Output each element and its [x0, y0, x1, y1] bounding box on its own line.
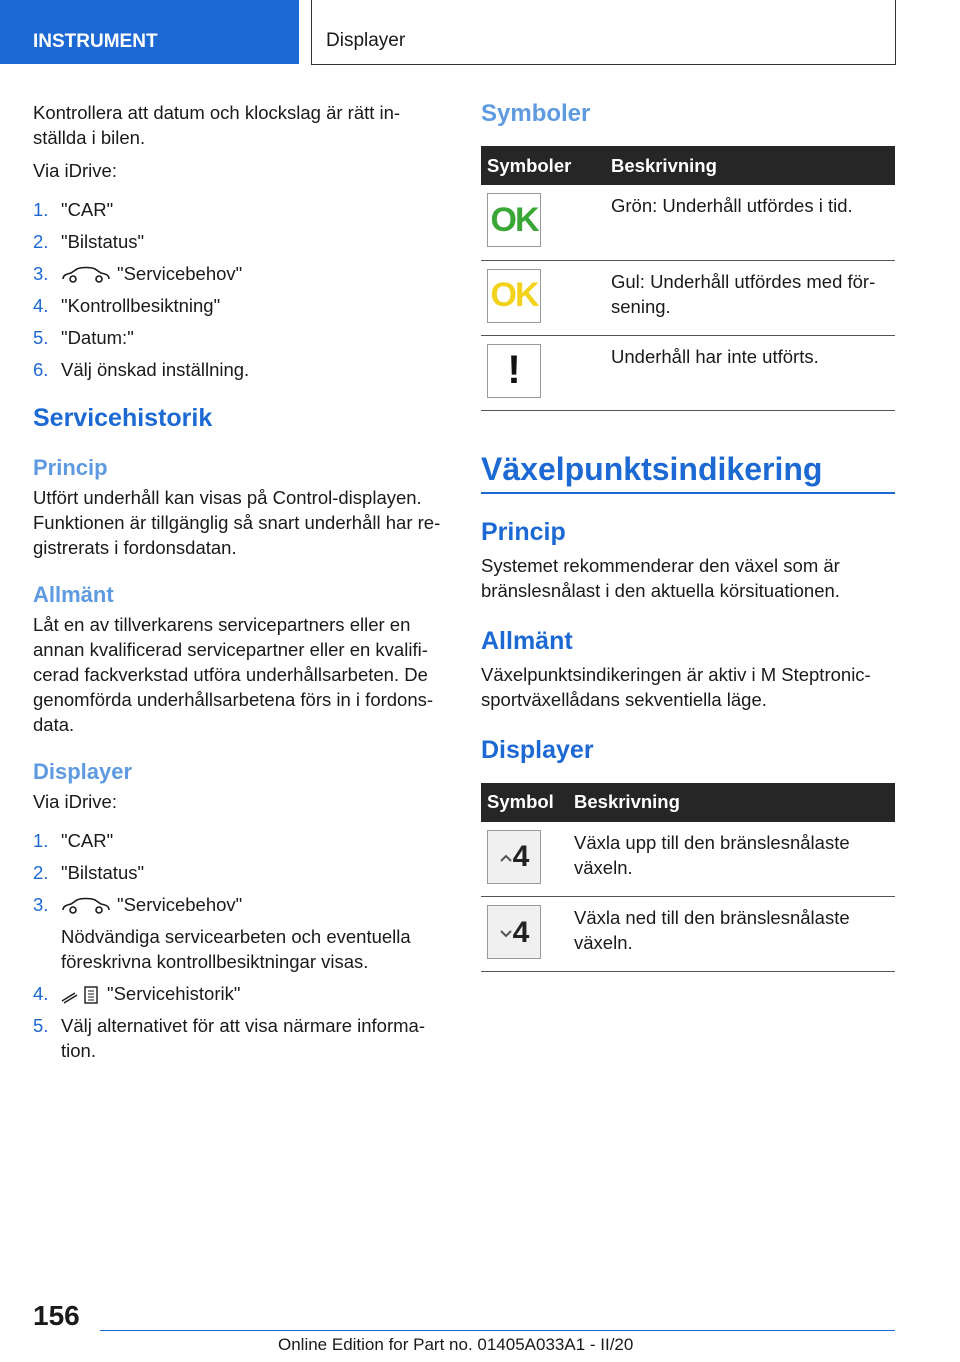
shift-up-icon: 4	[487, 830, 541, 884]
heading-allmant: Allmänt	[481, 626, 573, 655]
section-tab: INSTRUMENT	[0, 0, 299, 64]
list-item: 2. "Bilstatus"	[33, 231, 145, 252]
heading-allmant: Allmänt	[33, 582, 114, 607]
table-cell: Gul: Underhåll utfördes med för-sening.	[605, 260, 895, 335]
via-idrive-label: Via iDrive:	[33, 791, 117, 812]
allmant-text: Låt en av tillverkarens servicepartners eller en annan kvalificerad servicepartner eller en kvalifi-cerad fackverkstad utföra underhållsarbeten. De genomförda underhållsarbetena förs in i fordons-data.	[33, 614, 434, 735]
table-header: Symboler	[481, 146, 605, 185]
gear-indicator-table	[481, 783, 895, 973]
list-item: 4. "Kontrollbesiktning"	[33, 295, 221, 316]
right-column	[481, 100, 895, 972]
table-header: Beskrivning	[568, 783, 895, 822]
list-item: 4. "Servicehistorik"	[33, 983, 241, 1004]
list-item: 3. "Servicebehov"	[33, 263, 243, 284]
car-icon	[61, 266, 111, 284]
symbols-table	[481, 146, 895, 411]
list-item: 3. "Servicebehov" Nödvändiga servicearbeten och eventuella föreskrivna kontrollbesiktningar visas.	[33, 892, 449, 974]
list-item: 5. "Datum:"	[33, 327, 134, 348]
table-row	[481, 822, 895, 897]
table-header: Beskrivning	[605, 146, 895, 185]
table-cell: Växla ned till den bränslesnålaste växeln.	[568, 897, 895, 972]
left-column	[33, 100, 449, 1070]
table-row	[481, 897, 895, 972]
list-item: 6. Välj önskad inställning.	[33, 359, 250, 380]
princip-text: Utfört underhåll kan visas på Control-displayen. Funktionen är tillgänglig så snart underhåll har re-gistrerats i fordonsdatan.	[33, 487, 441, 558]
exclamation-icon: !	[487, 344, 541, 398]
list-item: 1. "CAR"	[33, 830, 114, 851]
arrow-up-icon	[499, 847, 513, 867]
via-idrive-label: Via iDrive:	[33, 160, 117, 181]
list-item: 2. "Bilstatus"	[33, 862, 145, 883]
ok-yellow-icon: OK	[487, 269, 541, 323]
allmant-text: Växelpunktsindikeringen är aktiv i M Steptronic-sportväxellådans sekventiella läge.	[481, 663, 871, 710]
heading-symboler: Symboler	[481, 100, 591, 127]
ok-green-icon: OK	[487, 193, 541, 247]
princip-text: Systemet rekommenderar den växel som är bränslesnålast i den aktuella körsituationen.	[481, 554, 840, 601]
footer-divider	[100, 1330, 895, 1331]
footer-edition-text: Online Edition for Part no. 01405A033A1 - II/20	[278, 1335, 634, 1354]
service-history-icon	[61, 985, 101, 1005]
list-item: 5. Välj alternativet för att visa närmare informa-tion.	[33, 1015, 425, 1061]
page-title: Displayer	[311, 0, 896, 65]
heading-princip: Princip	[33, 455, 108, 480]
table-cell: Grön: Underhåll utfördes i tid.	[605, 185, 895, 260]
list-item-note: Nödvändiga servicearbeten och eventuella föreskrivna kontrollbesiktningar visas.	[61, 926, 411, 972]
table-row	[481, 185, 895, 260]
table-row	[481, 260, 895, 335]
heading-displayer: Displayer	[481, 735, 594, 764]
table-row	[481, 335, 895, 410]
steps-list-1	[33, 197, 449, 382]
page-number: 156	[33, 1300, 80, 1331]
arrow-down-icon	[499, 922, 513, 942]
heading-servicehistorik: Servicehistorik	[33, 404, 213, 432]
table-header: Symbol	[481, 783, 568, 822]
car-icon	[61, 897, 111, 915]
list-item: 1. "CAR"	[33, 199, 114, 220]
heading-displayer: Displayer	[33, 759, 133, 784]
steps-list-2	[33, 828, 449, 1063]
table-cell: Underhåll har inte utförts.	[605, 335, 895, 410]
shift-down-icon: 4	[487, 905, 541, 959]
heading-princip: Princip	[481, 517, 566, 546]
heading-vaxelpunktsindikering: Växelpunktsindikering	[481, 451, 895, 494]
table-cell: Växla upp till den bränslesnålaste växeln.	[568, 822, 895, 897]
intro-text: Kontrollera att datum och klockslag är rätt in-ställda i bilen.	[33, 102, 401, 148]
